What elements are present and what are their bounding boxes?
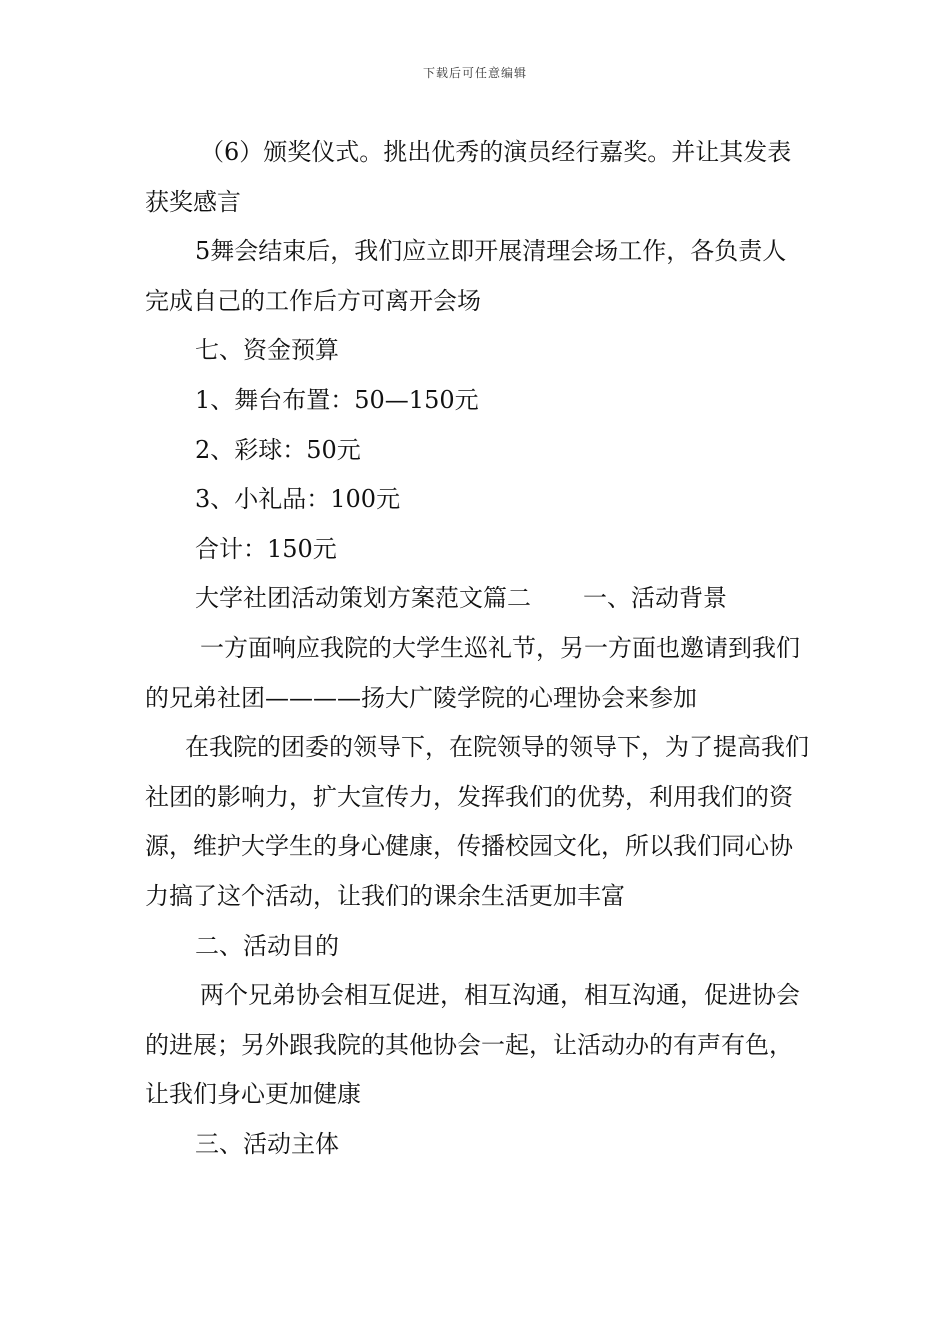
heading-purpose: 二、活动目的 [195,931,339,960]
paragraph-purpose: 两个兄弟协会相互促进，相互沟通，相互沟通，促进协会的进展；另外跟我院的其他协会一起，让活动办的有声有色，让我们身心更加健康 [145,981,800,1109]
budget-item-gifts: 3、小礼品：100元 [195,485,401,514]
heading-subject: 三、活动主体 [195,1129,339,1158]
heading-background: 一、活动背景 [583,584,727,613]
budget-item-stage: 1、舞台布置：50—150元 [195,385,479,414]
paragraph-background-1: 一方面响应我院的大学生巡礼节，另一方面也邀请到我们的兄弟社团————扬大广陵学院的心理协会来参加 [145,633,800,712]
heading-budget: 七、资金预算 [195,336,339,365]
paragraph-cleanup: 5舞会结束后，我们应立即开展清理会场工作，各负责人完成自己的工作后方可离开会场 [145,237,787,315]
section-title-line [145,574,810,624]
page-header: 下载后可任意编辑 [422,66,527,80]
document-body [145,128,810,1169]
budget-total: 合计：150元 [195,534,337,563]
budget-item-balloons: 2、彩球：50元 [195,435,361,464]
paragraph-background-2: 在我院的团委的领导下，在院领导的领导下，为了提高我们社团的影响力，扩大宣传力，发挥我们的优势，利用我们的资源，维护大学生的身心健康，传播校园文化，所以我们同心协力搞了这个活动，让我们的课余生活更加丰富 [145,733,809,910]
section-title: 大学社团活动策划方案范文篇二 [195,584,531,613]
paragraph-award-ceremony: （6）颁奖仪式。挑出优秀的演员经行嘉奖。并让其发表获奖感言 [145,138,792,216]
